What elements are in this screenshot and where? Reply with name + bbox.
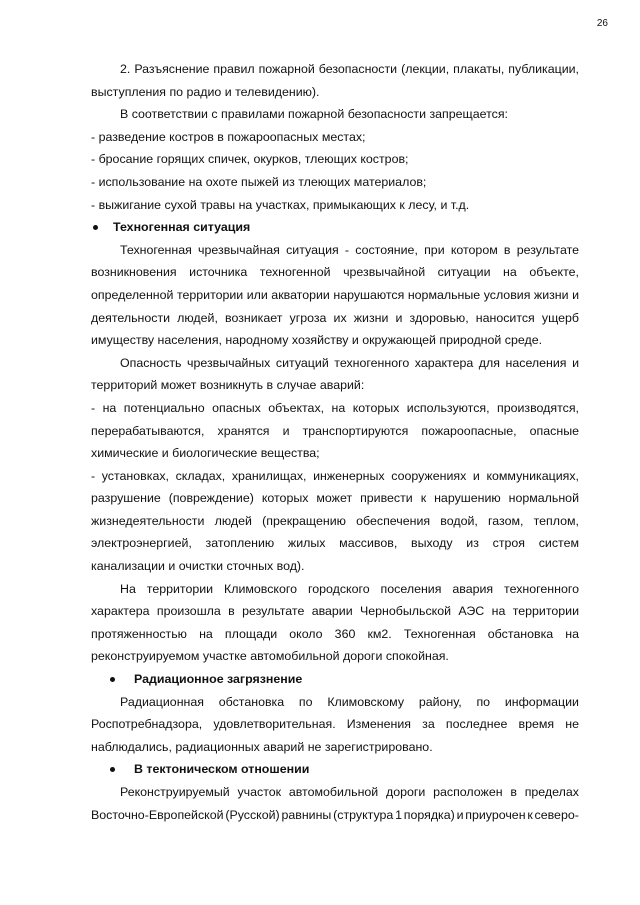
heading-text: В тектоническом отношении: [134, 762, 310, 777]
heading-text: Радиационное загрязнение: [134, 672, 303, 687]
word: району,: [418, 694, 462, 709]
document-body: [91, 58, 579, 826]
word: не: [565, 717, 579, 732]
word: Роспотребнадзора,: [91, 717, 203, 732]
bullet-icon: [110, 767, 115, 772]
word: Изменения: [346, 717, 411, 732]
word: информации: [504, 694, 579, 709]
section-heading-tectonic: [91, 758, 579, 781]
word: в: [510, 785, 517, 799]
word: по: [476, 694, 491, 709]
paragraph-fire-safety-explanation: 2. Разъяснение правил пожарной безопасности (лекции, плакаты, публикации, выступления по радио и телевидению).: [91, 62, 579, 99]
list-item: - выжигание сухой травы на участках, примыкающих к лесу, и т.д.: [91, 197, 470, 212]
list-item: - бросание горящих спичек, окурков, тлеющих костров;: [91, 152, 409, 167]
prohibitions-list: [91, 126, 579, 216]
paragraph-danger-intro: Опасность чрезвычайных ситуаций техногенного характера для населения и территорий может возникнуть в случае аварий:: [91, 355, 579, 393]
word: (структура: [333, 807, 394, 822]
paragraph-radiation-status: [91, 691, 579, 759]
word: дороги: [386, 785, 426, 799]
word: удовлетворительная.: [213, 717, 336, 732]
word: Восточно-Европейской: [91, 807, 224, 822]
word: приурочен: [465, 807, 526, 822]
paragraph-technogenic-definition: Техногенная чрезвычайная ситуация - состояние, при котором в результате возникновения источника техногенной чрезвычайной ситуации на объекте, определенной территории или акватории нарушаются нормальные условия жизни и деятельности людей, возникает угроза их жизни и здоровью, наносится ущерб имуществу населения, народному хозяйству и окружающей природной среде.: [91, 242, 579, 348]
paragraph-prohibitions-intro: В соответствии с правилами пожарной безопасности запрещается:: [120, 107, 508, 122]
paragraph-tectonic: [91, 781, 579, 826]
list-item: - разведение костров в пожароопасных местах;: [91, 129, 366, 144]
word: время: [518, 717, 555, 732]
bullet-icon: [110, 677, 115, 682]
paragraph-installations: - установках, складах, хранилищах, инженерных сооружениях и коммуникациях, разрушение (повреждение) которых может привести к нарушению нормальной жизнедеятельности людей (прекращению обеспечения водой, газом, теплом, электроэнергией, затоплению жилых массивов, выходу из строя систем канализации и очистки сточных вод).: [91, 468, 579, 574]
word: Климовскому: [327, 694, 405, 709]
word: за: [422, 717, 435, 732]
word: к: [527, 807, 533, 822]
word: 1: [395, 807, 402, 822]
word: порядка): [403, 807, 455, 822]
text-line: наблюдались, радиационных аварий не зарегистрировано.: [91, 739, 433, 754]
word: участок: [237, 785, 282, 799]
list-item: - использование на охоте пыжей из тлеющих материалов;: [91, 174, 427, 189]
word: Радиационная: [120, 694, 204, 709]
justified-line: [91, 713, 579, 736]
justified-line: [91, 691, 579, 714]
word: и: [456, 807, 464, 822]
paragraph-hazardous-objects: - на потенциально опасных объектах, на которых используются, производятся, перерабатываются, хранятся и транспортируются пожароопасные, опасные химические и биологические вещества;: [91, 400, 579, 461]
word: северо-: [534, 807, 579, 822]
bullet-icon: [93, 225, 98, 230]
heading-text: Техногенная ситуация: [113, 220, 251, 235]
justified-line: [91, 781, 579, 804]
word: равнины: [281, 807, 332, 822]
word: последнее: [445, 717, 508, 732]
section-heading-technogenic: [91, 216, 579, 239]
word: автомобильной: [288, 785, 379, 799]
word: обстановка: [218, 694, 285, 709]
justified-line: [91, 804, 579, 827]
word: по: [298, 694, 313, 709]
word: пределах: [524, 785, 579, 799]
section-heading-radiation: [91, 668, 579, 691]
word: Реконструируемый: [120, 785, 230, 799]
word: расположен: [433, 785, 503, 799]
page-number: 26: [596, 18, 608, 29]
word: (Русской): [225, 807, 280, 822]
paragraph-klimovo-accident: На территории Климовского городского поселения авария техногенного характера произошла в результате аварии Чернобыльской АЭС на территории протяженностью на площади около 360 км2. Техногенная обстановка на реконструируемом участке автомобильной дороги спокойная.: [91, 581, 579, 664]
